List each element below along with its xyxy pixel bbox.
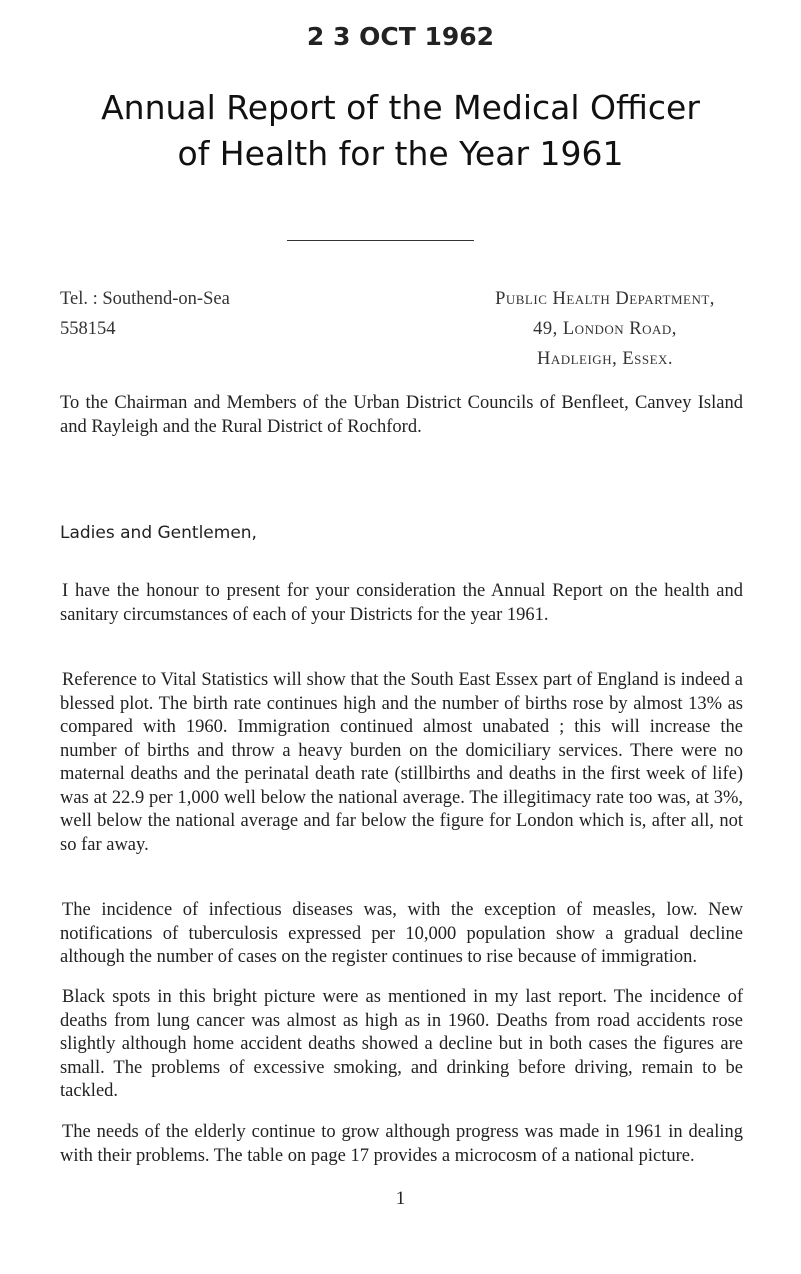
town-address: Hadleigh, Essex.: [536, 349, 674, 369]
paragraph: Black spots in this bright picture were as mentioned in my last report. The incidence of deaths from lung cancer was almost as high as in 1960. Deaths from road accidents rose slightly although home accident deaths showed a decline but in both cases the figures are small. The problems of excessive smoking, and drinking before driving, remain to be tackled.: [60, 987, 743, 1101]
telephone-number: 558154: [60, 319, 116, 339]
paragraph: I have the honour to present for your consideration the Annual Report on the health and sanitary circumstances of each of your Districts for the year 1961.: [60, 581, 743, 625]
salutation: Ladies and Gentlemen,: [60, 523, 257, 543]
report-title-line-1: Annual Report of the Medical Officer: [101, 88, 700, 127]
telephone-block: [60, 284, 230, 344]
report-title-line-2: of Health for the Year 1961: [177, 134, 624, 173]
paragraph: The incidence of infectious diseases was, with the exception of measles, low. New notifications of tuberculosis expressed per 10,000 population show a gradual decline although the number of cases on the register continues to rise because of immigration.: [60, 900, 743, 967]
report-title: [0, 85, 801, 177]
title-divider: [287, 240, 474, 241]
paragraph: Reference to Vital Statistics will show that the South East Essex part of England is indeed a blessed plot. The birth rate continues high and the number of births rose by almost 13% as compared with 1960. Immigration continued almost unabated ; this will increase the number of births and throw a heavy burden on the domiciliary services. There were no maternal deaths and the perinatal death rate (stillbirths and deaths in the first week of life) was at 22.9 per 1,000 well below the national average. The illegitimacy rate too was, at 3%, well below the national average and far below the figure for London which is, after all, not so far away.: [60, 670, 743, 855]
street-address: 49, London Road,: [533, 319, 677, 339]
department-name: Public Health Department,: [495, 289, 715, 309]
paragraph: The needs of the elderly continue to grow although progress was made in 1961 in dealing with their problems. The table on page 17 provides a microcosm of a national picture.: [60, 1122, 743, 1166]
addressee: To the Chairman and Members of the Urban District Councils of Benfleet, Canvey Island and Rayleigh and the Rural District of Rochford.: [60, 393, 743, 437]
page-number: 1: [395, 1188, 406, 1209]
received-date-stamp: 2 3 OCT 1962: [306, 22, 495, 51]
department-address-block: [445, 284, 765, 374]
telephone-exchange: Tel. : Southend-on-Sea: [60, 289, 230, 309]
